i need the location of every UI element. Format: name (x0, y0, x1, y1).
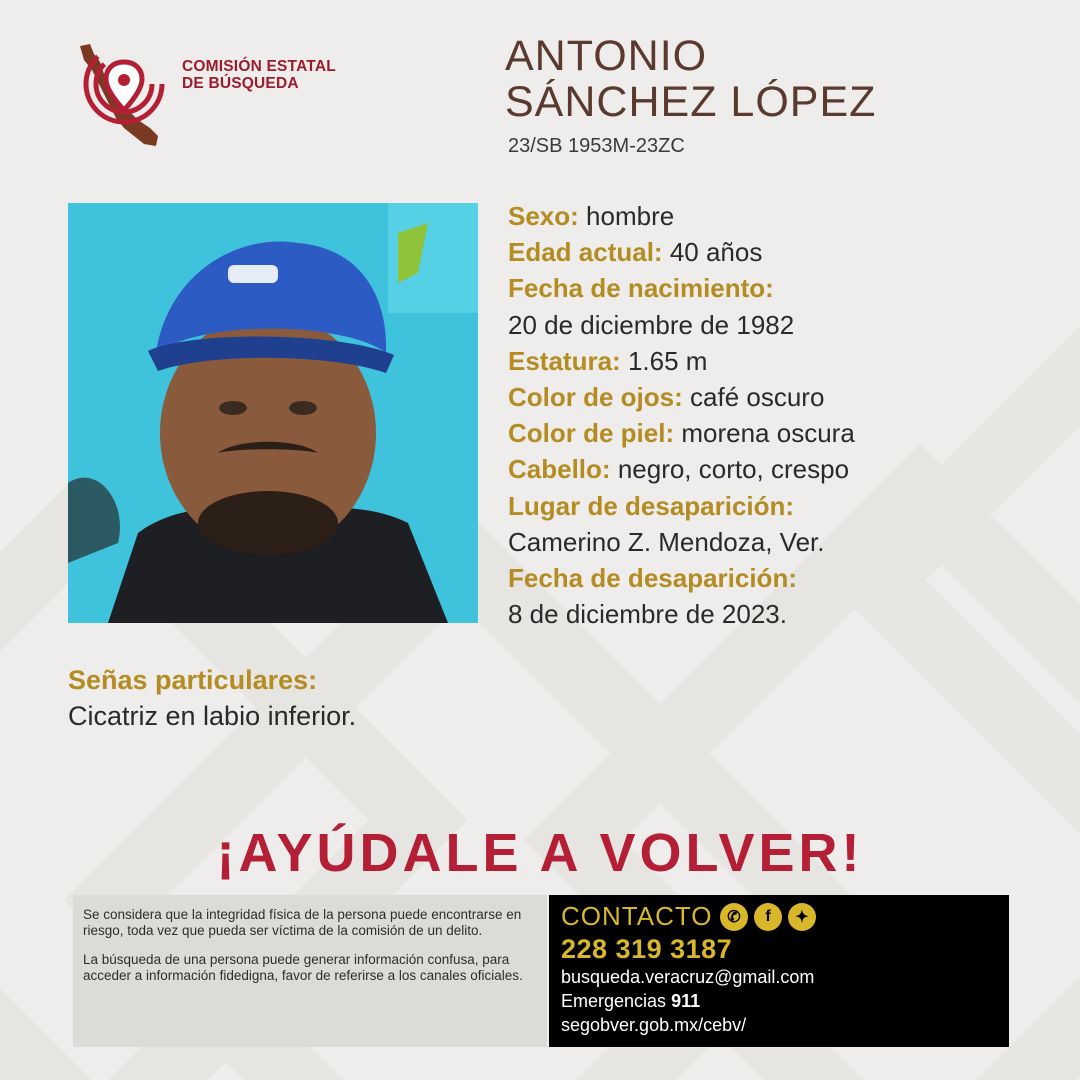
person-photo (68, 203, 478, 623)
person-details (508, 198, 855, 632)
senas-value: Cicatriz en labio inferior. (68, 701, 357, 731)
veracruz-map-pin-icon (74, 40, 174, 152)
logo (74, 40, 174, 152)
distinguishing-marks (68, 662, 356, 734)
legal-notice (73, 895, 547, 1047)
sexo-row: Sexo: hombre (508, 201, 675, 231)
nacimiento-label: Fecha de nacimiento: (508, 273, 774, 304)
lugar-label: Lugar de desaparición: (508, 490, 795, 521)
facebook-icon[interactable]: f (754, 903, 782, 931)
notice-paragraph: La búsqueda de una persona puede generar información confusa, para acceder a información fidedigna, favor de referirse a los canales oficiales. (83, 952, 523, 983)
contact-email[interactable]: busqueda.veracruz@gmail.com (561, 967, 815, 987)
organization-name: COMISIÓN ESTATAL DE BÚSQUEDA (182, 58, 336, 92)
contact-website[interactable]: segobver.gob.mx/cebv/ (561, 1015, 747, 1035)
slogan: ¡AYÚDALE A VOLVER! (216, 823, 864, 883)
lugar-value: Camerino Z. Mendoza, Ver. (508, 526, 825, 557)
fecha-value: 8 de diciembre de 2023. (508, 599, 787, 630)
emergency-line: Emergencias 911 (561, 991, 701, 1011)
piel-row: Color de piel: morena oscura (508, 418, 855, 449)
estatura-row: Estatura: 1.65 m (508, 345, 708, 376)
edad-row: Edad actual: 40 años (508, 237, 763, 268)
person-name: ANTONIO SÁNCHEZ LÓPEZ (505, 32, 877, 126)
fecha-label: Fecha de desaparición: (508, 563, 797, 594)
phone-icon[interactable]: ✆ (720, 903, 748, 931)
case-id: 23/SB 1953M-23ZC (508, 135, 685, 157)
notice-paragraph: Se considera que la integridad física de la persona puede encontrarse en riesgo, toda vez que pueda ser víctima de la comisión de un delito. (83, 907, 522, 938)
twitter-icon[interactable]: ✦ (788, 903, 816, 931)
ojos-row: Color de ojos: café oscuro (508, 382, 825, 413)
contact-heading: CONTACTO ✆ f ✦ (561, 901, 997, 932)
senas-label: Señas particulares: (68, 665, 318, 695)
nacimiento-value: 20 de diciembre de 1982 (508, 309, 795, 340)
contact-phone[interactable]: 228 319 3187 (561, 934, 733, 964)
cabello-row: Cabello: negro, corto, crespo (508, 454, 850, 485)
contact-box (549, 895, 1009, 1047)
